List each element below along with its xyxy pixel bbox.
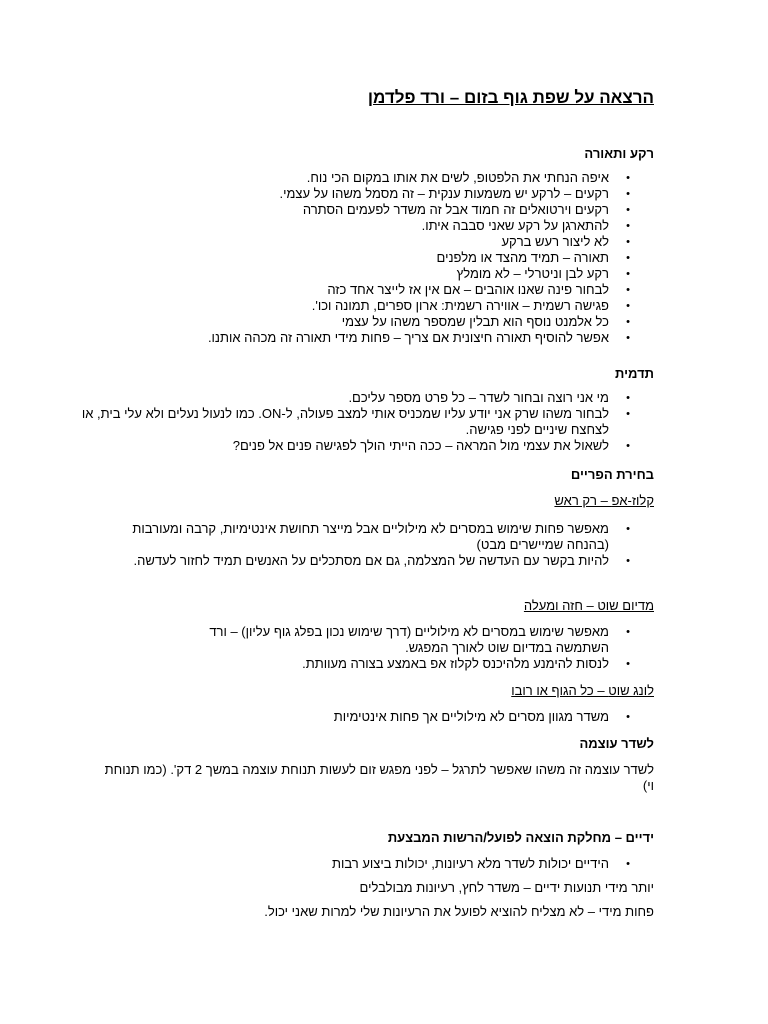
bullet-list [110,856,654,872]
bullet-list [110,624,654,672]
frame-subheading-medium [110,598,654,614]
section-heading: תדמית [615,366,654,381]
list-item [110,218,654,234]
list-item [66,406,654,438]
list-item-text: מאפשר שימוש במסרים לא מילוליים (דרך שימוש נכון בפלג גוף עליון) – ורד השתמשה במדיום שוט לאורך המפגש. [209,624,609,655]
list-item-text: אפשר להוסיף תאורה חיצונית אם צריך – פחות מידי תאורה זה מכהה אותנו. [207,330,609,345]
bullet-list [110,521,654,569]
section-heading: רקע ותאורה [584,146,654,161]
hands-line-more: יותר מידי תנועות ידיים – משדר לחץ, רעיונות מבולבלים [359,880,654,895]
list-item [110,250,654,266]
subheading-tail: – רק ראש [554,493,612,508]
list-item [110,282,654,298]
power-paragraph: לשדר עוצמה זה משהו שאפשר לתרגל – לפני מפגש זום לעשות תנוחת עוצמה במשך 2 דק'. (כמו תנוחת וי) [104,762,654,793]
section-frames-long [110,683,654,725]
hands-line-less: פחות מידי – לא מצליח להוציא לפועל את הרעיונות שלי למרות שאני יכול. [264,904,654,919]
list-item-text: הידיים יכולות לשדר מלא רעיונות, יכולות ביצוע רבות [332,856,609,871]
bullet-list [110,170,654,346]
list-item-text: רקעים – לרקע יש משמעות ענקית – זה מסמל משהו על עצמי. [279,186,609,201]
document-page [81,0,654,1024]
bullet-icon: • [626,858,630,870]
section-image [81,366,654,454]
bullet-icon: • [626,252,630,264]
list-item [110,330,654,346]
bullet-icon: • [626,440,630,452]
list-item [110,234,654,250]
bullet-list [81,390,654,454]
bullet-icon: • [626,236,630,248]
list-item [110,298,654,314]
list-item [110,170,654,186]
list-item-text: מאפשר פחות שימוש במסרים לא מילוליים אבל מייצר תחושת אינטימיות, קרבה ומעורבות (בהנחה שמיישרים מבט) [132,521,609,552]
list-item [168,624,654,656]
bullet-icon: • [626,332,630,344]
bullet-icon: • [626,284,630,296]
bullet-icon: • [626,172,630,184]
list-item [110,314,654,330]
section-background [110,146,654,346]
list-item-text: לנסות להימנע מלהיכנס לקלוז אפ באמצע בצורה מעוותת. [302,656,609,671]
list-item [110,390,654,406]
list-item [110,656,654,672]
list-item-text: להתארגן על רקע שאני סבבה איתו. [421,218,609,233]
list-item-text: רקע לבן וניטרלי – לא מומלץ [456,266,609,281]
subheading-label: קלוז-אפ [611,493,654,508]
list-item-text: משדר מגוון מסרים לא מילוליים אך פחות אינטימיות [333,709,609,724]
bullet-icon: • [626,204,630,216]
section-heading: ידיים – מחלקת הוצאה לפועל/הרשות המבצעת [387,830,654,845]
list-item-text: להיות בקשר עם העדשה של המצלמה, גם אם מסתכלים על האנשים תמיד לחזור לעדשה. [133,553,609,568]
list-item-text: מי אני רוצה ובחור לשדר – כל פרט מספר עליכם. [348,390,609,405]
bullet-icon: • [626,523,630,535]
section-heading: לשדר עוצמה [579,736,654,751]
section-frames [110,467,654,569]
bullet-icon: • [626,316,630,328]
bullet-icon: • [626,300,630,312]
list-item-text: כל אלמנט נוסף הוא תבלין שמספר משהו על עצמי [341,314,609,329]
list-item-text: לבחור פינה שאנו אוהבים – אם אין אז לייצר אחד כזה [327,282,609,297]
bullet-list [110,709,654,725]
list-item [110,202,654,218]
bullet-icon: • [626,626,630,638]
list-item-text: לשאול את עצמי מול המראה – ככה הייתי הולך לפגישה פנים אל פנים? [232,438,609,453]
bullet-icon: • [626,392,630,404]
list-item [128,521,654,553]
list-item [110,266,654,282]
bullet-icon: • [626,658,630,670]
list-item [88,553,654,569]
section-heading: בחירת הפריים [570,467,654,482]
list-item-text: פגישה רשמית – אווירה רשמית: ארון ספרים, תמונה וכו'. [311,298,609,313]
section-hands [110,830,654,920]
list-item-text: לא ליצור רעש ברקע [501,234,609,249]
list-item-text: רקעים וירטואלים זה חמוד אבל זה משדר לפעמים הסתרה [302,202,609,217]
list-item-text: לבחור משהו שרק אני יודע עליו שמכניס אותי למצב פעולה, ל-ON. כמו לנעול נעלים ולא עלי בית, או לצחצח שיניים לפני פגישה. [81,406,609,437]
subheading-tail: – כל הגוף או רובו [511,683,609,698]
bullet-icon: • [626,268,630,280]
frame-subheading-long [110,683,654,699]
bullet-icon: • [626,555,630,567]
frame-subheading-closeup [110,493,654,509]
page-title: הרצאה על שפת גוף בזום – ורד פלדמן [367,88,654,107]
list-item [110,856,654,872]
list-item-text: איפה הנחתי את הלפטופ, לשים את אותו במקום הכי נוח. [306,170,609,185]
subheading-label: מדיום שוט – חזה ומעלה [523,598,654,613]
list-item [110,438,654,454]
bullet-icon: • [626,408,630,420]
section-power [104,736,654,794]
bullet-icon: • [626,188,630,200]
subheading-label: לונג שוט [608,683,654,698]
bullet-icon: • [626,711,630,723]
list-item [110,709,654,725]
list-item [110,186,654,202]
section-frames-medium [110,598,654,672]
bullet-icon: • [626,220,630,232]
list-item-text: תאורה – תמיד מהצד או מלפנים [436,250,609,265]
